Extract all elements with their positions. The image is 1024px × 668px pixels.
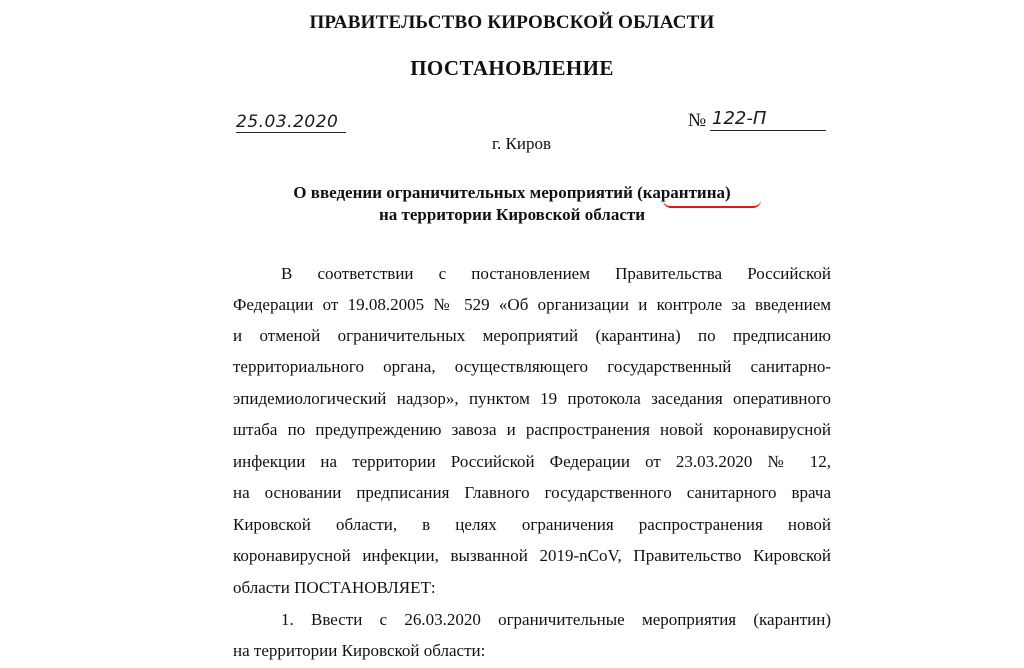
handwritten-date: 25.03.2020 — [236, 112, 339, 132]
body-line-11: области ПОСТАНОВЛЯЕТ: — [233, 578, 436, 597]
subject-line-1: О введении ограничительных мероприятий (карантина) — [293, 183, 731, 202]
number-field — [688, 108, 838, 136]
number-sign: № — [688, 110, 707, 131]
body-line-3: и отменой ограничительных мероприятий (карантина) по предписанию — [233, 326, 831, 345]
body-line-8: на основании предписания Главного государственного санитарного врача — [233, 483, 831, 502]
body-line-6: штаба по предупреждению завоза и распространения новой коронавирусной — [233, 420, 831, 439]
government-heading: ПРАВИТЕЛЬСТВО КИРОВСКОЙ ОБЛАСТИ — [309, 12, 715, 33]
body-line-13: на территории Кировской области: — [233, 641, 486, 660]
document-type-title: ПОСТАНОВЛЕНИЕ — [410, 56, 614, 80]
body-line-1: В соответствии с постановлением Правительства Российской — [281, 264, 831, 283]
number-underline — [710, 130, 826, 131]
handwritten-number: 122-П — [712, 108, 767, 129]
body-line-4: территориального органа, осуществляющего государственный санитарно- — [233, 357, 831, 376]
subject-line-2: на территории Кировской области — [378, 205, 646, 224]
body-line-5: эпидемиологический надзор», пунктом 19 протокола заседания оперативного — [233, 389, 831, 408]
body-line-10: коронавирусной инфекции, вызванной 2019-nCoV, Правительство Кировской — [233, 546, 831, 565]
city-label: г. Киров — [492, 134, 552, 153]
body-line-12: 1. Ввести с 26.03.2020 ограничительные мероприятия (карантин) — [281, 610, 831, 629]
body-line-9: Кировской области, в целях ограничения распространения новой — [233, 515, 831, 534]
body-line-7: инфекции на территории Российской Федерации от 23.03.2020 № 12, — [233, 452, 831, 471]
body-line-2: Федерации от 19.08.2005 № 529 «Об организации и контроле за введением — [233, 295, 831, 314]
date-underline — [236, 132, 346, 133]
date-field — [236, 112, 348, 138]
